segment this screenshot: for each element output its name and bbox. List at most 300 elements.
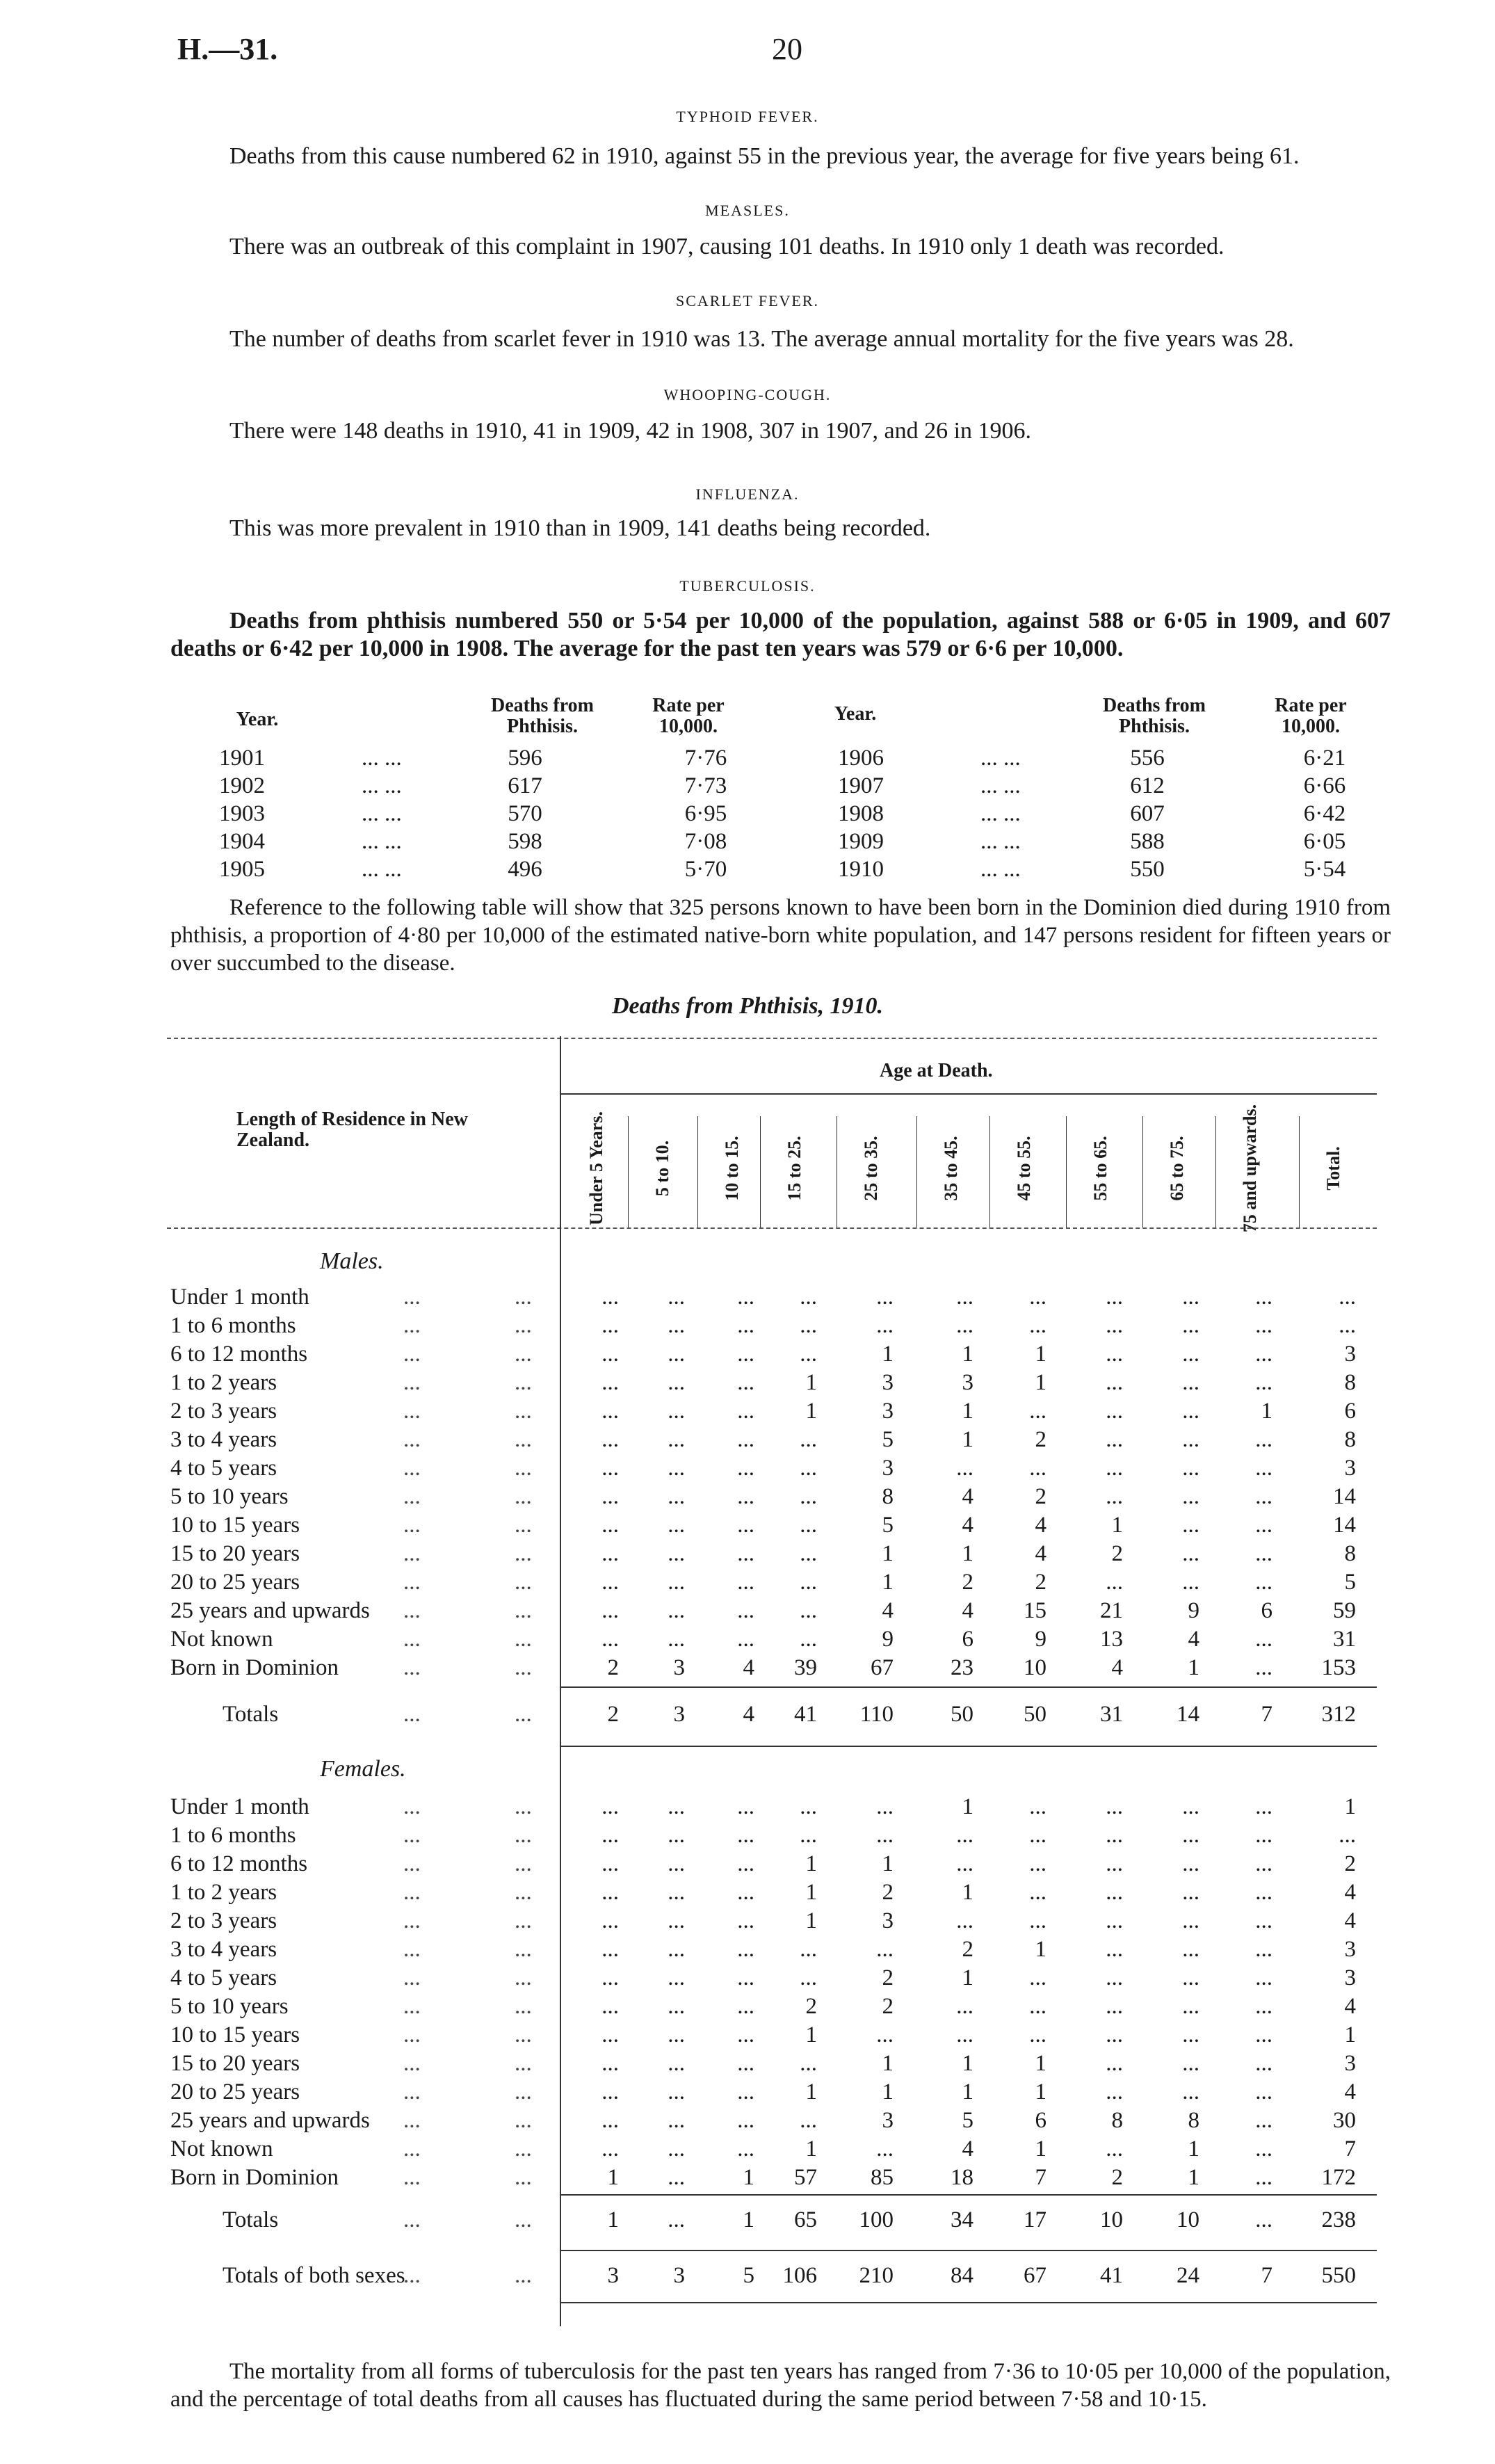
table-cell: ...: [800, 2108, 817, 2133]
table-cell: ...: [956, 1823, 973, 1848]
table-cell: 1: [962, 1965, 973, 1990]
row-label: Not known: [170, 2136, 273, 2161]
table-cell: 4: [743, 1655, 754, 1680]
table-row: [0, 1312, 1495, 1339]
table-cell: 17: [1024, 2207, 1046, 2232]
table-cell: 4: [1035, 1513, 1046, 1538]
table-cell: 1: [1111, 1513, 1123, 1538]
table-cell: 238: [1321, 2207, 1356, 2232]
table-cell: 1: [962, 1427, 973, 1452]
table-cell: ...: [1106, 1994, 1123, 2019]
stub-header: Length of Residence in New Zealand.: [236, 1109, 468, 1151]
row-label: 20 to 25 years: [170, 2079, 300, 2104]
column-header: [857, 1123, 885, 1214]
rate-cell: 6·05: [1303, 829, 1346, 854]
table-cell: 1: [1188, 1655, 1199, 1680]
table-cell: ...: [1182, 2079, 1199, 2104]
table-cell: ...: [737, 1513, 754, 1538]
leader-dots: ...: [515, 2108, 532, 2133]
table-cell: 23: [951, 1655, 973, 1680]
table-cell: 106: [782, 2263, 817, 2288]
leader-dots: ...: [515, 2263, 532, 2288]
table-row: [0, 1821, 1495, 1849]
leader-dots: ...: [515, 1655, 532, 1680]
column-header-label: 45 to 55.: [1013, 1136, 1034, 1201]
leader-dots: ... ...: [980, 773, 1021, 798]
table-cell: ...: [1029, 1823, 1046, 1848]
column-header-label: Total.: [1323, 1146, 1343, 1191]
table-cell: 4: [962, 2136, 973, 2161]
table-cell: ...: [1182, 1851, 1199, 1876]
table-cell: ...: [668, 1313, 685, 1338]
table-cell: 41: [1100, 2263, 1123, 2288]
table-cell: ...: [601, 1937, 619, 1962]
leader-dots: ...: [403, 1484, 421, 1509]
table-cell: ...: [737, 1965, 754, 1990]
column-header-label: 65 to 75.: [1166, 1136, 1187, 1201]
age-at-death-header: Age at Death.: [880, 1060, 993, 1081]
table-cell: ...: [737, 1851, 754, 1876]
table-cell: ...: [737, 1823, 754, 1848]
table-cell: 14: [1333, 1484, 1356, 1509]
leader-dots: ...: [515, 1370, 532, 1395]
table-cell: 31: [1333, 1627, 1356, 1652]
table-cell: 1: [1035, 2136, 1046, 2161]
column-header: [1236, 1104, 1264, 1233]
table-cell: ...: [1255, 1427, 1272, 1452]
table-cell: ...: [737, 1880, 754, 1905]
column-header-label: 15 to 25.: [784, 1136, 805, 1201]
table-cell: ...: [668, 2051, 685, 2076]
section-heading-scarlet: SCARLET FEVER.: [675, 292, 820, 309]
table-cell: ...: [668, 2022, 685, 2047]
table-cell: 57: [794, 2165, 817, 2190]
row-label: 10 to 15 years: [170, 2022, 300, 2047]
table-cell: 1: [962, 2051, 973, 2076]
table-cell: ...: [668, 1541, 685, 1566]
year-cell: 1901: [219, 746, 265, 771]
table-cell: 30: [1333, 2108, 1356, 2133]
table-row: [0, 1964, 1495, 1992]
leader-dots: ... ...: [362, 773, 402, 798]
column-header: [1163, 1123, 1191, 1214]
leader-dots: ...: [403, 1823, 421, 1848]
table-cell: ...: [1255, 1541, 1272, 1566]
table-cell: ...: [800, 1313, 817, 1338]
table-cell: ...: [668, 1627, 685, 1652]
table-cell: 3: [882, 1399, 894, 1424]
table-cell: 4: [1035, 1541, 1046, 1566]
leader-dots: ... ...: [980, 801, 1021, 826]
leader-dots: ...: [515, 2207, 532, 2232]
table-cell: 34: [951, 2207, 973, 2232]
column-header: [781, 1123, 809, 1214]
table-cell: ...: [1255, 1570, 1272, 1595]
rate-cell: 6·42: [1303, 801, 1346, 826]
table-cell: 84: [951, 2263, 973, 2288]
table-cell: ...: [1255, 1313, 1272, 1338]
row-label: Under 1 month: [170, 1285, 309, 1310]
leader-dots: ...: [515, 1570, 532, 1595]
table-cell: ...: [1255, 2165, 1272, 2190]
age-header-rule: [560, 1093, 1377, 1095]
table-cell: ...: [1182, 1513, 1199, 1538]
year-cell: 1906: [838, 746, 884, 771]
table-cell: ...: [668, 2108, 685, 2133]
table-cell: 210: [859, 2263, 894, 2288]
table-cell: 8: [1344, 1541, 1356, 1566]
rate-header-left: Rate per 10,000.: [652, 695, 725, 737]
row-label: 1 to 6 months: [170, 1823, 296, 1848]
year-cell: 1907: [838, 773, 884, 798]
leader-dots: ...: [515, 1908, 532, 1933]
table-row: [0, 1793, 1495, 1821]
column-header: [1320, 1123, 1348, 1214]
table-cell: ...: [1182, 1370, 1199, 1395]
table-cell: ...: [1106, 1965, 1123, 1990]
table-row: [0, 1283, 1495, 1311]
table-cell: 8: [1344, 1427, 1356, 1452]
column-header-label: 35 to 45.: [940, 1136, 961, 1201]
table-cell: 1: [805, 2136, 817, 2161]
leader-dots: ...: [515, 1937, 532, 1962]
leader-dots: ...: [403, 2165, 421, 2190]
table-cell: ...: [601, 1513, 619, 1538]
leader-dots: ...: [515, 1342, 532, 1367]
table-cell: 50: [1024, 1702, 1046, 1727]
leader-dots: ...: [515, 2165, 532, 2190]
leader-dots: ...: [403, 2136, 421, 2161]
table-cell: 2: [607, 1655, 619, 1680]
row-label: 5 to 10 years: [170, 1994, 289, 2019]
table-cell: ...: [1182, 1427, 1199, 1452]
table-cell: ...: [601, 1313, 619, 1338]
table-cell: ...: [737, 2079, 754, 2104]
deaths-cell: 598: [508, 829, 542, 854]
section-text-measles: There was an outbreak of this complaint in 1907, causing 101 deaths. In 1910 only 1 death was recorded.: [229, 234, 1225, 259]
row-label: Totals of both sexes: [223, 2263, 405, 2288]
table-cell: ...: [876, 1823, 894, 1848]
rate-cell: 5·70: [684, 857, 727, 882]
table-cell: ...: [668, 2207, 685, 2232]
page-reference: H.—31.: [177, 32, 278, 66]
table-cell: 4: [962, 1484, 973, 1509]
leader-dots: ...: [515, 1598, 532, 1623]
males-sum-rule: [560, 1686, 1377, 1688]
table-cell: ...: [1255, 1794, 1272, 1819]
table-row: [0, 2050, 1495, 2077]
page-number: 20: [772, 32, 802, 66]
table-top-rule: [167, 1038, 1377, 1039]
leader-dots: ...: [403, 1994, 421, 2019]
column-divider: [760, 1116, 761, 1227]
table-cell: 153: [1321, 1655, 1356, 1680]
table-cell: ...: [601, 1908, 619, 1933]
rate-header-right: Rate per 10,000.: [1275, 695, 1347, 737]
leader-dots: ...: [515, 1399, 532, 1424]
table-cell: 2: [882, 1880, 894, 1905]
row-label: 15 to 20 years: [170, 2051, 300, 2076]
table-cell: 1: [805, 1399, 817, 1424]
leader-dots: ...: [515, 1851, 532, 1876]
deaths-cell: 607: [1130, 801, 1165, 826]
table-cell: ...: [601, 1285, 619, 1310]
table-cell: 3: [673, 2263, 685, 2288]
table-cell: ...: [1255, 2108, 1272, 2133]
table-cell: ...: [1106, 1851, 1123, 1876]
table-cell: ...: [737, 1285, 754, 1310]
table-cell: ...: [876, 1937, 894, 1962]
table-cell: 4: [1344, 2079, 1356, 2104]
table-cell: ...: [668, 1342, 685, 1367]
females-totals-row: [0, 2206, 1495, 2234]
table-cell: ...: [601, 1794, 619, 1819]
leader-dots: ...: [515, 1994, 532, 2019]
table-cell: ...: [601, 1880, 619, 1905]
males-section-label: Males.: [320, 1248, 384, 1274]
table-cell: ...: [737, 1994, 754, 2019]
section-text-scarlet: The number of deaths from scarlet fever in 1910 was 13. The average annual mortality for the five years was 28.: [229, 326, 1294, 352]
table-cell: ...: [1182, 1399, 1199, 1424]
deaths-cell: 617: [508, 773, 542, 798]
table-cell: ...: [601, 1456, 619, 1481]
table-cell: ...: [601, 1427, 619, 1452]
table-cell: ...: [737, 1399, 754, 1424]
table-cell: ...: [737, 2051, 754, 2076]
leader-dots: ...: [515, 2022, 532, 2047]
leader-dots: ... ...: [362, 857, 402, 882]
table-cell: 2: [962, 1937, 973, 1962]
table-cell: 6: [1261, 1598, 1272, 1623]
row-label: Under 1 month: [170, 1794, 309, 1819]
table-cell: ...: [601, 1370, 619, 1395]
leader-dots: ...: [515, 1965, 532, 1990]
table-cell: ...: [668, 1994, 685, 2019]
leader-dots: ...: [515, 2079, 532, 2104]
table-cell: 4: [962, 1513, 973, 1538]
row-label: Not known: [170, 1627, 273, 1652]
table-cell: 7: [1035, 2165, 1046, 2190]
column-header: [649, 1123, 677, 1214]
column-divider: [1066, 1116, 1067, 1227]
table-cell: ...: [1255, 2136, 1272, 2161]
table-cell: 2: [1035, 1484, 1046, 1509]
table-cell: 2: [882, 1965, 894, 1990]
table-cell: ...: [876, 1794, 894, 1819]
table-cell: ...: [800, 1427, 817, 1452]
table-cell: ...: [1339, 1823, 1356, 1848]
leader-dots: ...: [403, 1794, 421, 1819]
table-cell: 3: [882, 1456, 894, 1481]
table-cell: 31: [1100, 1702, 1123, 1727]
table-cell: ...: [1255, 1370, 1272, 1395]
males-totals-row: [0, 1700, 1495, 1728]
table-cell: ...: [956, 1908, 973, 1933]
header-bottom-rule: [167, 1227, 1377, 1229]
table-cell: 3: [882, 2108, 894, 2133]
leader-dots: ...: [403, 1313, 421, 1338]
table-cell: ...: [1106, 1908, 1123, 1933]
column-divider: [1299, 1116, 1300, 1227]
table-cell: 7: [1344, 2136, 1356, 2161]
table-cell: 1: [607, 2165, 619, 2190]
row-label: 25 years and upwards: [170, 1598, 370, 1623]
table-cell: 3: [607, 2263, 619, 2288]
row-label: Born in Dominion: [170, 2165, 339, 2190]
column-header: [937, 1123, 965, 1214]
table-cell: 1: [882, 1851, 894, 1876]
table-cell: ...: [800, 1456, 817, 1481]
table-cell: ...: [668, 1908, 685, 1933]
leader-dots: ...: [403, 1370, 421, 1395]
table-cell: ...: [956, 1851, 973, 1876]
table-cell: ...: [1182, 1285, 1199, 1310]
table-row: [0, 1568, 1495, 1596]
column-header-label: Under 5 Years.: [585, 1111, 606, 1225]
table-cell: ...: [1029, 1994, 1046, 2019]
table-cell: ...: [1182, 2051, 1199, 2076]
rate-cell: 7·76: [684, 746, 727, 771]
row-label: 2 to 3 years: [170, 1399, 277, 1424]
table-cell: 67: [1024, 2263, 1046, 2288]
table-cell: ...: [668, 1794, 685, 1819]
leader-dots: ... ...: [362, 746, 402, 771]
table-cell: 1: [882, 1570, 894, 1595]
table-cell: ...: [1106, 2136, 1123, 2161]
table-cell: 1: [882, 2079, 894, 2104]
table-row: [0, 1511, 1495, 1539]
section-heading-typhoid: TYPHOID FEVER.: [676, 108, 819, 125]
table-cell: ...: [1255, 1994, 1272, 2019]
table-cell: 10: [1100, 2207, 1123, 2232]
leader-dots: ...: [403, 2108, 421, 2133]
leader-dots: ...: [403, 1880, 421, 1905]
leader-dots: ...: [403, 1851, 421, 1876]
table-cell: ...: [1255, 2051, 1272, 2076]
table-cell: ...: [1255, 1880, 1272, 1905]
table-cell: ...: [1182, 1937, 1199, 1962]
table-cell: 4: [1344, 1908, 1356, 1933]
table-cell: ...: [1255, 2079, 1272, 2104]
leader-dots: ...: [403, 2263, 421, 2288]
table-cell: ...: [1182, 1994, 1199, 2019]
table-cell: 13: [1100, 1627, 1123, 1652]
table-cell: 9: [882, 1627, 894, 1652]
table-cell: 1: [607, 2207, 619, 2232]
rate-cell: 6·95: [684, 801, 727, 826]
deaths-cell: 570: [508, 801, 542, 826]
leader-dots: ... ...: [362, 829, 402, 854]
rate-cell: 5·54: [1303, 857, 1346, 882]
leader-dots: ...: [403, 1627, 421, 1652]
column-header: [1087, 1123, 1115, 1214]
table-cell: ...: [800, 1285, 817, 1310]
table-cell: 2: [1111, 2165, 1123, 2190]
leader-dots: ...: [403, 1598, 421, 1623]
table-cell: 7: [1261, 1702, 1272, 1727]
table-cell: 39: [794, 1655, 817, 1680]
row-label: 15 to 20 years: [170, 1541, 300, 1566]
table-cell: ...: [800, 1965, 817, 1990]
column-header: [583, 1111, 611, 1225]
leader-dots: ...: [403, 1456, 421, 1481]
table-cell: 2: [607, 1702, 619, 1727]
table-cell: ...: [1255, 1513, 1272, 1538]
table-cell: ...: [601, 2136, 619, 2161]
table-cell: 4: [1111, 1655, 1123, 1680]
table-cell: 550: [1321, 2263, 1356, 2288]
table-cell: 1: [1261, 1399, 1272, 1424]
table-cell: 1: [805, 1908, 817, 1933]
table-cell: ...: [668, 1965, 685, 1990]
leader-dots: ...: [403, 2051, 421, 2076]
table-cell: ...: [668, 1880, 685, 1905]
table-cell: ...: [737, 1908, 754, 1933]
table-cell: ...: [1106, 2022, 1123, 2047]
table-cell: ...: [1106, 1880, 1123, 1905]
table-cell: ...: [1029, 1965, 1046, 1990]
table-cell: 1: [962, 1399, 973, 1424]
table-cell: ...: [1106, 1823, 1123, 1848]
table-cell: ...: [668, 1456, 685, 1481]
leader-dots: ...: [403, 2022, 421, 2047]
table-cell: 1: [962, 1541, 973, 1566]
table-cell: 4: [1344, 1880, 1356, 1905]
table-cell: ...: [1255, 1484, 1272, 1509]
table-cell: 85: [871, 2165, 894, 2190]
table-cell: ...: [668, 1370, 685, 1395]
table-cell: ...: [956, 2022, 973, 2047]
table-cell: ...: [601, 1965, 619, 1990]
table-cell: ...: [601, 1823, 619, 1848]
section-text-typhoid: Deaths from this cause numbered 62 in 1910, against 55 in the previous year, the average for five years being 61.: [229, 143, 1300, 169]
table-cell: ...: [601, 2079, 619, 2104]
table-cell: 8: [1188, 2108, 1199, 2133]
table-cell: 4: [882, 1598, 894, 1623]
row-label: Born in Dominion: [170, 1655, 339, 1680]
table-cell: ...: [876, 2136, 894, 2161]
section-text-tuberculosis: Deaths from phthisis numbered 550 or 5·54 per 10,000 of the population, against 588 or 6·05 in 1909, and 607 deaths or 6·42 per 10,000 in 1908. The average for the past ten years was 579 or 6·6 per 10,000.: [170, 608, 1391, 661]
table-cell: ...: [601, 1598, 619, 1623]
row-label: Totals: [223, 2207, 279, 2232]
table-cell: 5: [882, 1513, 894, 1538]
table-cell: 1: [882, 2051, 894, 2076]
row-label: 1 to 6 months: [170, 1313, 296, 1338]
column-header: [718, 1123, 746, 1214]
table-cell: ...: [601, 1570, 619, 1595]
rate-cell: 7·73: [684, 773, 727, 798]
table-cell: ...: [737, 2136, 754, 2161]
leader-dots: ...: [403, 1342, 421, 1367]
table-cell: 1: [882, 1342, 894, 1367]
table-cell: ...: [1255, 2207, 1272, 2232]
table-cell: ...: [876, 1313, 894, 1338]
table-cell: 3: [673, 1702, 685, 1727]
column-divider: [916, 1116, 917, 1227]
table-cell: 8: [882, 1484, 894, 1509]
table-cell: 5: [962, 2108, 973, 2133]
both-sexes-totals-row: [0, 2262, 1495, 2289]
table-cell: 3: [1344, 1965, 1356, 1990]
table-cell: 1: [882, 1541, 894, 1566]
table-cell: 41: [794, 1702, 817, 1727]
table-cell: ...: [668, 1285, 685, 1310]
table-cell: 8: [1111, 2108, 1123, 2133]
table-cell: ...: [737, 1484, 754, 1509]
table-row: [0, 2164, 1495, 2191]
table-cell: ...: [668, 1399, 685, 1424]
table-cell: ...: [737, 1342, 754, 1367]
